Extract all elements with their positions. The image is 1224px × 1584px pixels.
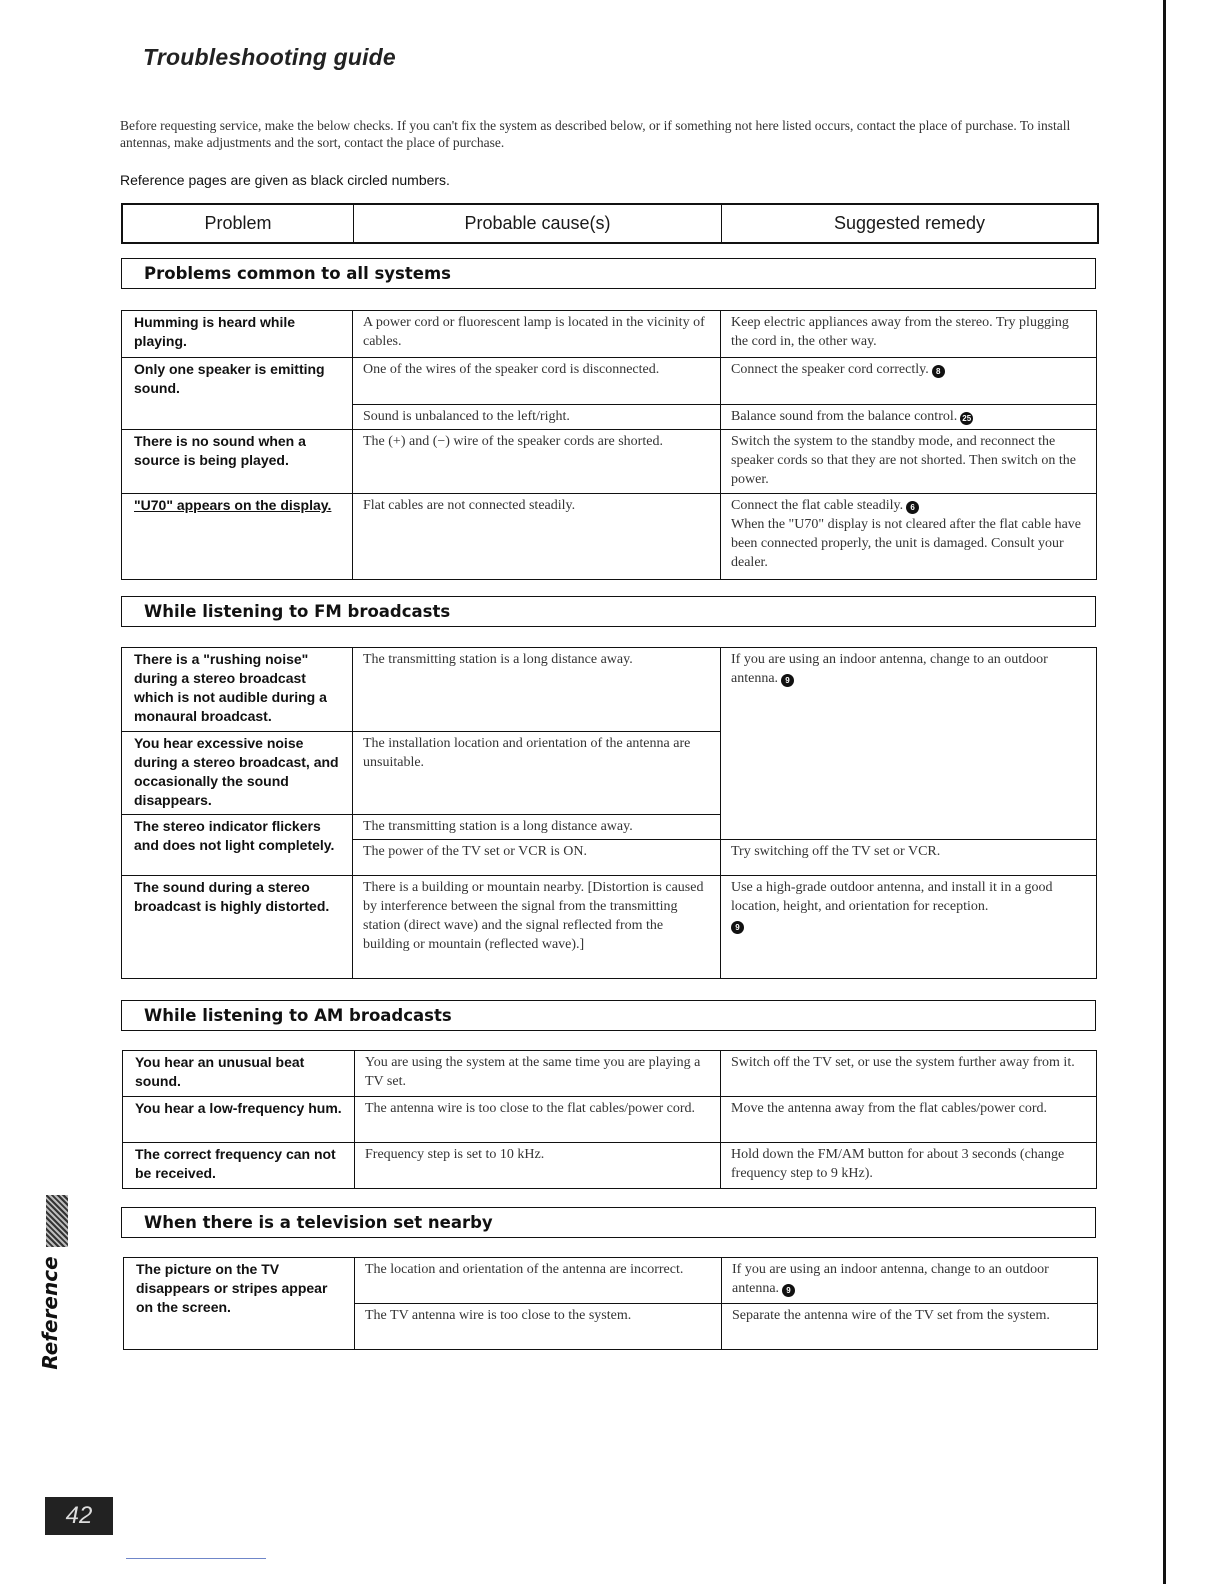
problem-cell: There is a "rushing noise" during a stereo broadcast which is not audible during a monaural broadcast.	[122, 648, 353, 732]
header-cause: Probable cause(s)	[354, 205, 722, 242]
remedy-cell	[721, 358, 1097, 405]
cause-cell: The installation location and orientation of the antenna are unsuitable.	[353, 732, 721, 815]
remedy-cell: Move the antenna away from the flat cables/power cord.	[721, 1097, 1097, 1143]
cause-cell: The transmitting station is a long distance away.	[353, 648, 721, 732]
table-row	[124, 1258, 1098, 1304]
remedy-cell: Switch off the TV set, or use the system further away from it.	[721, 1051, 1097, 1097]
remedy-cell: Keep electric appliances away from the stereo. Try plugging the cord in, the other way.	[721, 311, 1097, 358]
page-edge-line	[1163, 0, 1166, 1584]
problem-cell: The stereo indicator flickers and does not light completely.	[122, 815, 353, 876]
table-row	[122, 494, 1097, 580]
troubleshoot-table	[121, 647, 1097, 979]
problem-cell: You hear an unusual beat sound.	[123, 1051, 355, 1097]
cause-cell: The transmitting station is a long distance away.	[353, 815, 721, 840]
problem-cell: You hear excessive noise during a stereo broadcast, and occasionally the sound disappears.	[122, 732, 353, 815]
column-header-bar	[121, 203, 1099, 244]
remedy-text: Connect the speaker cord correctly.	[731, 362, 929, 377]
problem-cell	[122, 494, 353, 580]
remedy-text: Connect the flat cable steadily.	[731, 498, 904, 513]
section-heading: While listening to AM broadcasts	[121, 1000, 1096, 1031]
cause-cell: A power cord or fluorescent lamp is located in the vicinity of cables.	[353, 311, 721, 358]
table-row	[123, 1097, 1097, 1143]
table-row	[122, 648, 1097, 732]
troubleshoot-table	[121, 310, 1097, 580]
cause-cell: The location and orientation of the antenna are incorrect.	[355, 1258, 722, 1304]
footer-rule	[126, 1558, 266, 1559]
reference-note: Reference pages are given as black circled numbers.	[120, 172, 450, 188]
cause-cell: You are using the system at the same time you are playing a TV set.	[355, 1051, 721, 1097]
problem-cell: Humming is heard while playing.	[122, 311, 353, 358]
remedy-cell	[721, 405, 1097, 430]
remedy-cell	[721, 494, 1097, 580]
table-row	[122, 876, 1097, 979]
cause-cell: The power of the TV set or VCR is ON.	[353, 840, 721, 876]
cause-cell: The antenna wire is too close to the flat cables/power cord.	[355, 1097, 721, 1143]
remedy-cell: Try switching off the TV set or VCR.	[721, 840, 1097, 876]
page-ref-icon: 9	[782, 1284, 795, 1297]
problem-cell: The correct frequency can not be received.	[123, 1143, 355, 1189]
remedy-cell: Switch the system to the standby mode, and reconnect the speaker cords so that they are not shorted. Then switch on the power.	[721, 430, 1097, 494]
page-number: 42	[45, 1497, 113, 1535]
cause-cell: One of the wires of the speaker cord is disconnected.	[353, 358, 721, 405]
remedy-cell: Hold down the FM/AM button for about 3 seconds (change frequency step to 9 kHz).	[721, 1143, 1097, 1189]
table-row	[122, 311, 1097, 358]
problem-cell: There is no sound when a source is being played.	[122, 430, 353, 494]
section-heading: When there is a television set nearby	[121, 1207, 1096, 1238]
remedy-cell: Separate the antenna wire of the TV set from the system.	[722, 1304, 1098, 1350]
table-row	[122, 430, 1097, 494]
problem-cell: Only one speaker is emitting sound.	[122, 358, 353, 430]
header-remedy: Suggested remedy	[833, 213, 986, 233]
troubleshoot-table	[123, 1257, 1098, 1350]
remedy-text: Use a high-grade outdoor antenna, and install it in a good location, height, and orientation for reception.	[731, 880, 1053, 914]
section-tab-marker	[46, 1195, 68, 1247]
problem-text: "U70" appears on the display.	[134, 497, 332, 513]
section-heading: Problems common to all systems	[121, 258, 1096, 289]
cause-cell: There is a building or mountain nearby. [Distortion is caused by interference between the signal from the transmitting station (direct wave) and the signal reflected from the building or mountain (reflected wave).]	[353, 876, 721, 979]
side-label-text: Reference	[38, 1255, 62, 1370]
cause-cell: Flat cables are not connected steadily.	[353, 494, 721, 580]
table-row	[123, 1143, 1097, 1189]
remedy-text: If you are using an indoor antenna, change to an outdoor antenna.	[732, 1262, 1049, 1296]
problem-cell: You hear a low-frequency hum.	[123, 1097, 355, 1143]
cause-cell: The (+) and (−) wire of the speaker cords are shorted.	[353, 430, 721, 494]
page-ref-icon: 9	[731, 921, 744, 934]
page-ref-icon: 9	[781, 674, 794, 687]
cause-cell: Frequency step is set to 10 kHz.	[355, 1143, 721, 1189]
table-row	[123, 1051, 1097, 1097]
remedy-text: If you are using an indoor antenna, change to an outdoor antenna.	[731, 652, 1048, 686]
intro-paragraph: Before requesting service, make the below checks. If you can't fix the system as described below, or if something not here listed occurs, contact the place of purchase. To install antennas, make adjustments and the sort, contact the place of purchase.	[120, 118, 1071, 150]
page-ref-icon: 8	[932, 365, 945, 378]
troubleshoot-table	[122, 1050, 1097, 1189]
remedy-text: Balance sound from the balance control.	[731, 409, 958, 424]
header-problem: Problem	[123, 205, 354, 242]
cause-cell: Sound is unbalanced to the left/right.	[353, 405, 721, 430]
problem-cell: The sound during a stereo broadcast is highly distorted.	[122, 876, 353, 979]
remedy-text-2: When the "U70" display is not cleared after the flat cable have been connected properly, the unit is damaged. Consult your dealer.	[731, 517, 1082, 570]
page-ref-icon: 25	[960, 412, 973, 425]
page-title: Troubleshooting guide	[143, 44, 396, 70]
problem-cell: The picture on the TV disappears or stripes appear on the screen.	[124, 1258, 355, 1350]
cause-cell: The TV antenna wire is too close to the system.	[355, 1304, 722, 1350]
side-label	[30, 1255, 70, 1370]
page-ref-icon: 6	[906, 501, 919, 514]
remedy-cell	[721, 876, 1097, 979]
section-heading: While listening to FM broadcasts	[121, 596, 1096, 627]
table-row	[122, 358, 1097, 405]
remedy-cell	[722, 1258, 1098, 1304]
remedy-cell	[721, 648, 1097, 840]
